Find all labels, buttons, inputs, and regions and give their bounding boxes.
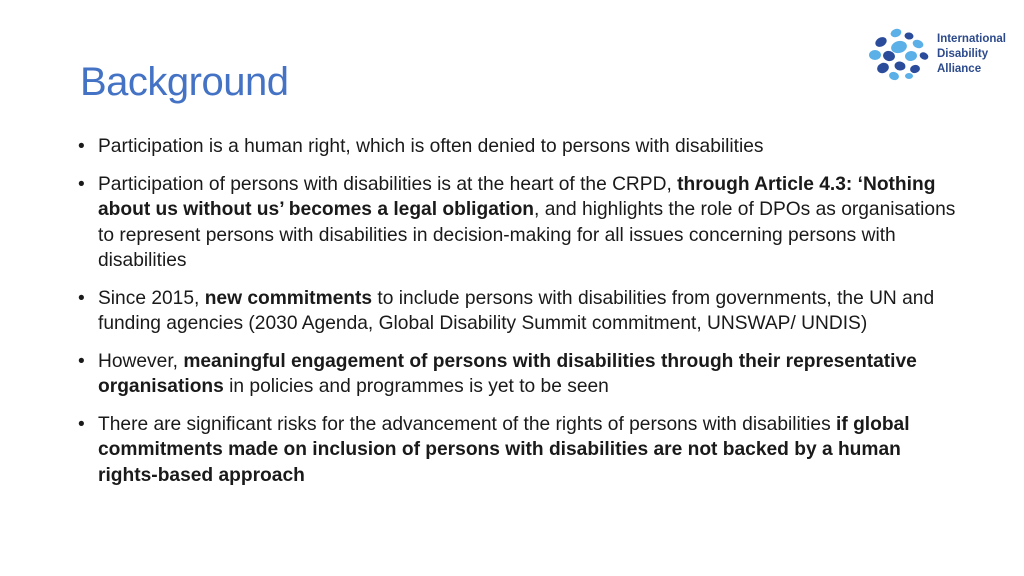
bullet-text: However, (98, 350, 184, 372)
slide-title: Background (80, 60, 289, 104)
bullet-text: There are significant risks for the advancement of the rights of persons with disabilities (98, 413, 837, 435)
bullet-text: , and highlights the role of DPOs as organisations to represent persons with disabilities in decision-making for all issues concerning persons with disabilities (98, 199, 956, 271)
bullet-text-bold: through Article 4.3: ‘Nothing about us without us’ becomes a legal obligation (98, 173, 936, 220)
logo-dot (875, 61, 890, 75)
bullet-item (78, 286, 958, 337)
bullet-item (78, 349, 958, 400)
logo-dot (911, 38, 924, 49)
bullet-item (78, 412, 958, 489)
logo-dot (909, 64, 921, 74)
logo-dot (905, 73, 913, 79)
ida-logo (866, 26, 1022, 82)
bullet-text: Participation is a human right, which is often denied to persons with disabilities (98, 136, 764, 157)
bullet-text: Since 2015, (98, 287, 205, 309)
logo-dot (888, 71, 900, 82)
logo-line-3: Alliance (937, 63, 982, 75)
ida-logo-dots-icon (866, 26, 932, 82)
logo-dot (869, 50, 881, 60)
bullet-text: to include persons with disabilities from governments, the UN and funding agencies (2030 Agenda, Global Disability Summit commitment, UNSWAP/ UNDIS) (98, 287, 935, 334)
bullet-item (78, 134, 958, 160)
bullet-text-bold: new commitments (204, 287, 373, 309)
logo-dot (904, 32, 914, 40)
logo-line-2: Disability (937, 48, 989, 60)
bullet-text-bold: meaningful engagement of persons with disabilities through their representative organisations (98, 350, 917, 397)
logo-line-1: International (937, 33, 1007, 45)
bullet-text: Participation of persons with disabilities is at the heart of the CRPD, (98, 173, 678, 195)
logo-dot (874, 35, 889, 49)
logo-dot (889, 27, 902, 38)
logo-dot (894, 61, 906, 72)
ida-logo-wordmark (937, 32, 1006, 77)
bullet-item (78, 172, 958, 274)
logo-dot (904, 50, 918, 62)
bullet-text-bold: if global commitments made on inclusion of persons with disabilities are not backed by a human rights-based approach (98, 413, 910, 486)
bullet-list (78, 134, 958, 500)
bullet-text: in policies and programmes is yet to be seen (223, 376, 609, 397)
logo-dot (918, 51, 929, 61)
